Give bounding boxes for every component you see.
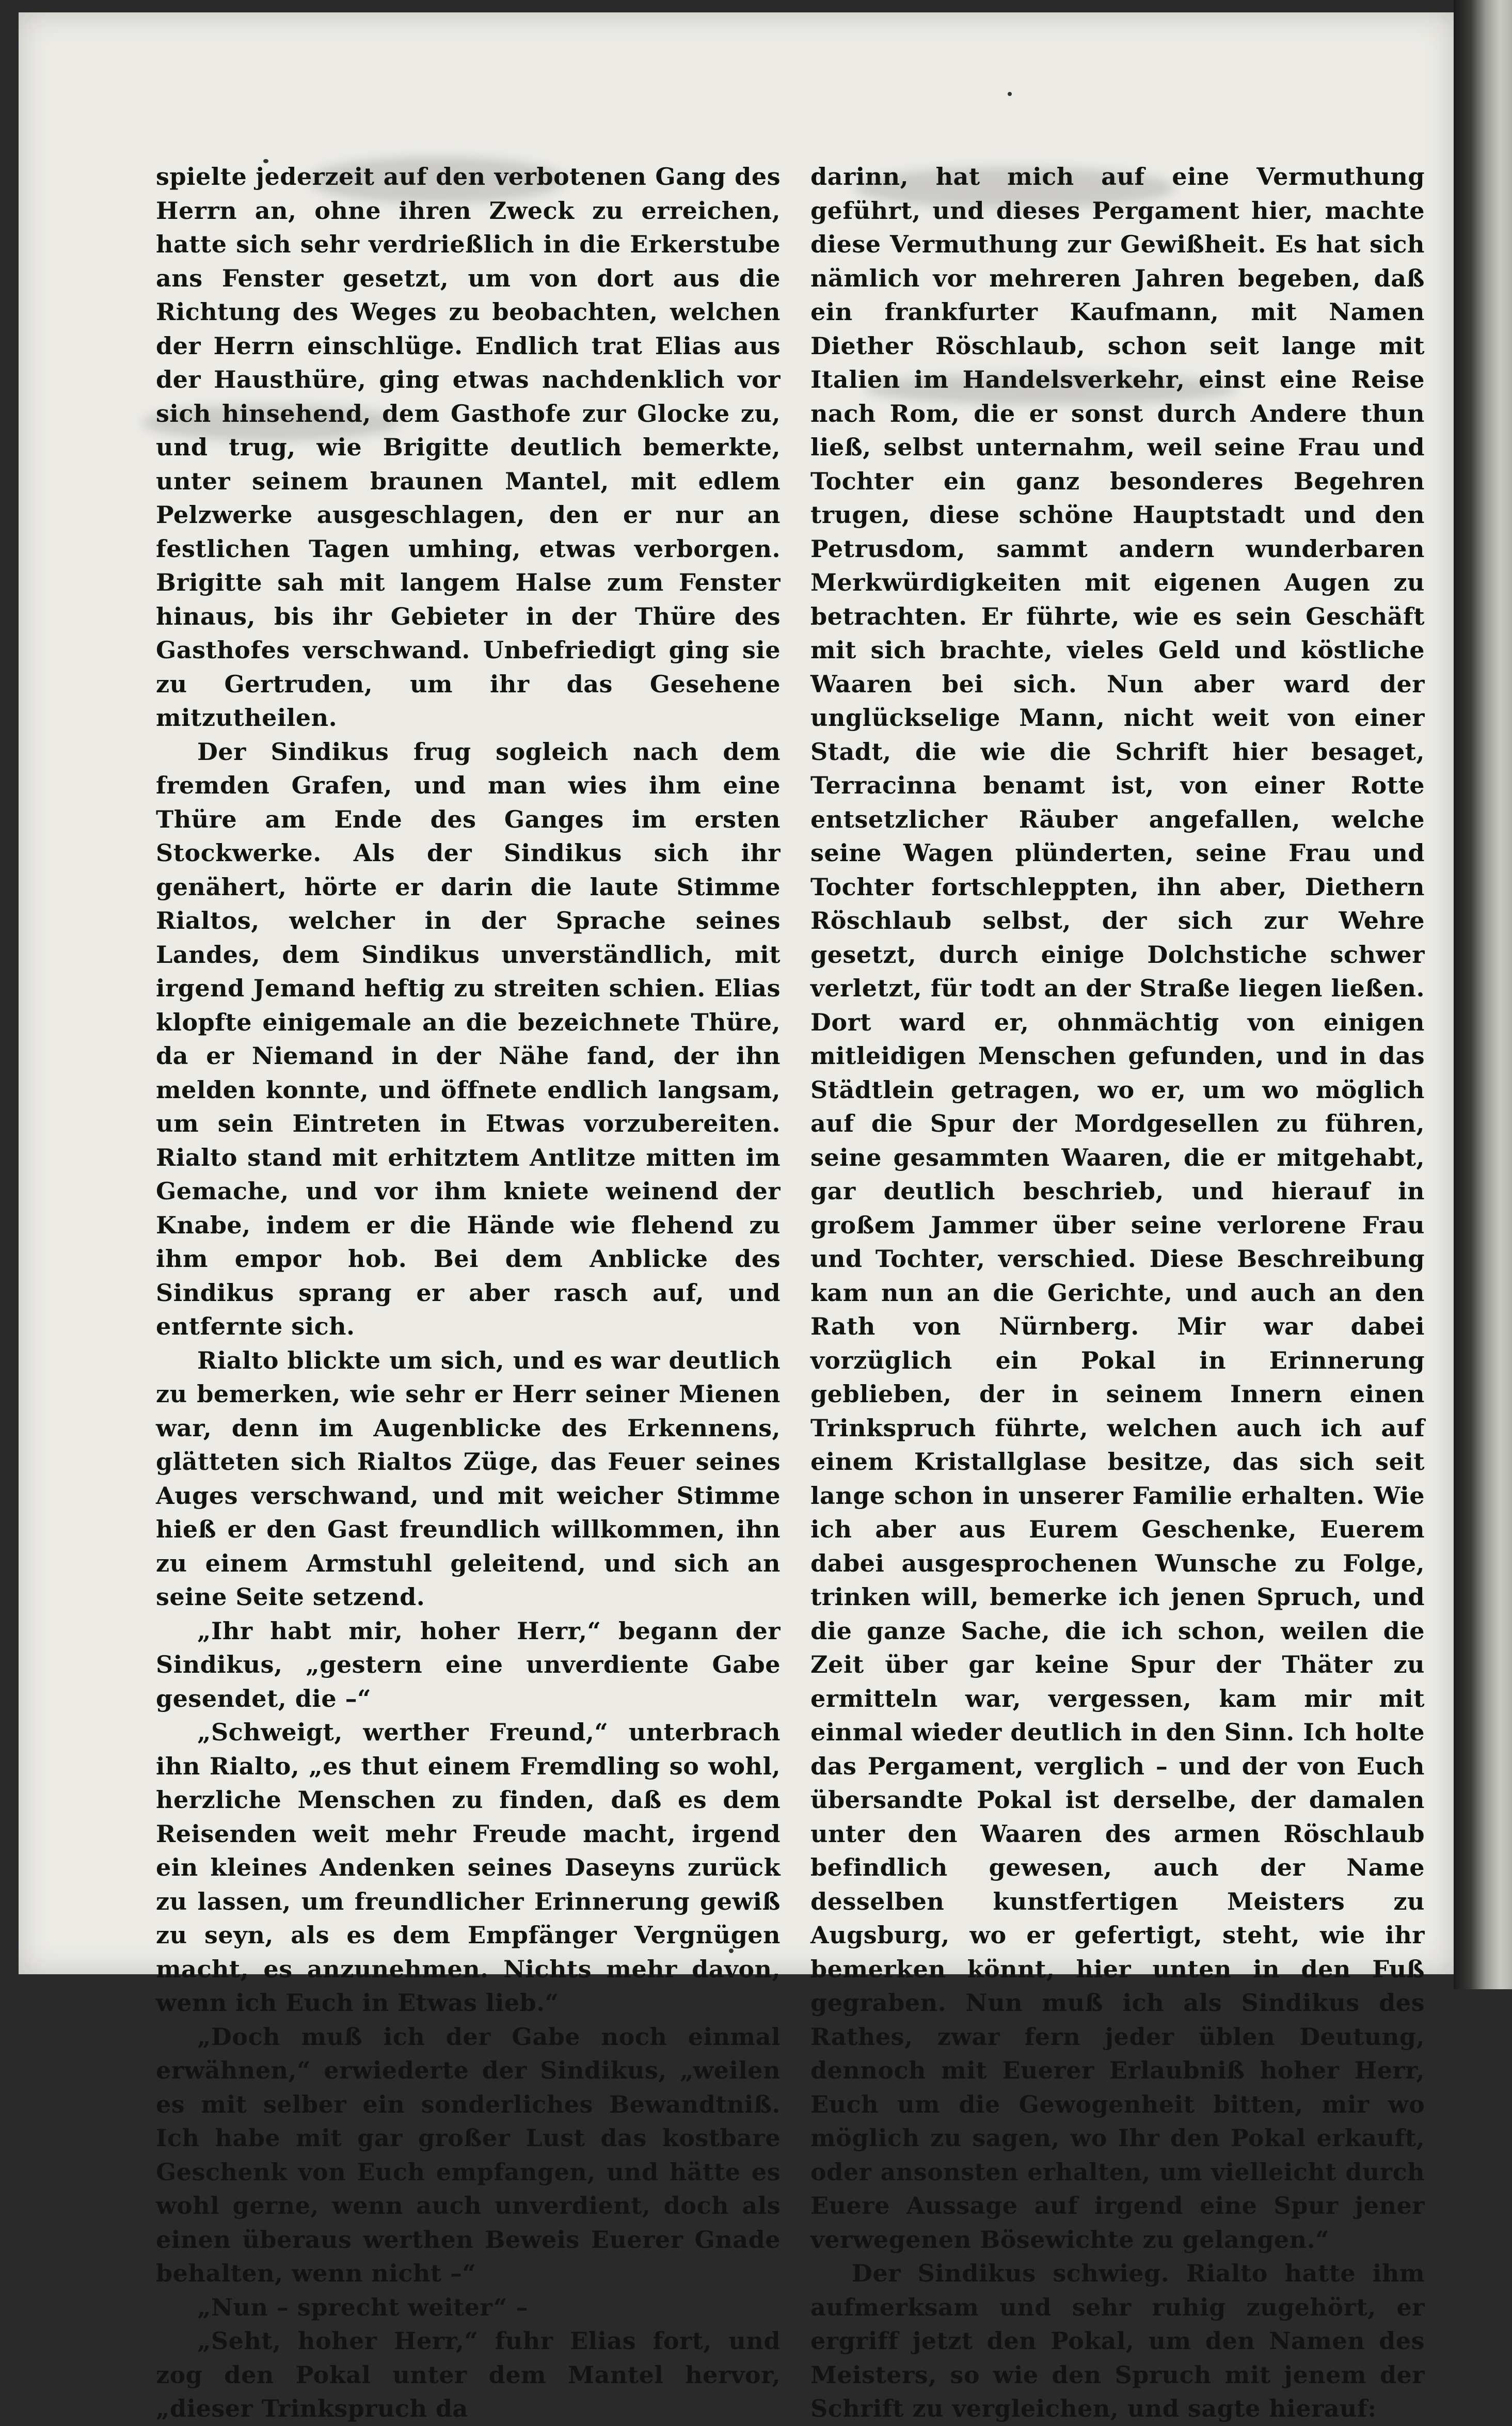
paragraph: spielte jederzeit auf den verbotenen Gang des Herrn an, ohne ihren Zweck zu erreichen, hatte sich sehr verdrießlich in die Erkerstube ans Fenster gesetzt, um von dort aus die Richtung des Weges zu beobachten, welchen der Herrn einschlüge. Endlich trat Elias aus der Hausthüre, ging etwas nachdenklich vor sich hinsehend, dem Gasthofe zur Glocke zu, und trug, wie Brigitte deutlich bemerkte, unter seinem braunen Mantel, mit edlem Pelzwerke ausgeschlagen, den er nur an festlichen Tagen umhing, etwas verborgen. Brigitte sah mit langem Halse zum Fenster hinaus, bis ihr Gebieter in der Thüre des Gasthofes verschwand. Unbefriedigt ging sie zu Gertruden, um ihr das Gesehene mitzutheilen. [156, 163, 781, 732]
paragraph: „Ihr habt mir, hoher Herr,“ begann der Sindikus, „gestern eine unverdiente Gabe gesendet, die –“ [156, 1616, 781, 1713]
paragraph: Der Sindikus frug sogleich nach dem fremden Grafen, und man wies ihm eine Thüre am Ende des Ganges im ersten Stockwerke. Als der Sindikus sich ihr genähert, hörte er darin die laute Stimme Rialtos, welcher in der Sprache seines Landes, dem Sindikus unverständlich, mit irgend Jemand heftig zu streiten schien. Elias klopfte einigemale an die bezeichnete Thüre, da er Niemand in der Nähe fand, der ihn melden konnte, und öffnete endlich langsam, um sein Eintreten in Etwas vorzubereiten. Rialto stand mit erhitztem Antlitze mitten im Gemache, und vor ihm kniete weinend der Knabe, indem er die Hände wie flehend zu ihm empor hob. Bei dem Anblicke des Sindikus sprang er aber rasch auf, und entfernte sich. [156, 737, 781, 1340]
left-text-column [156, 160, 781, 2426]
paragraph: Rialto blickte um sich, und es war deutlich zu bemerken, wie sehr er Herr seiner Mienen war, denn im Augenblicke des Erkennens, glätteten sich Rialtos Züge, das Feuer seines Auges verschwand, und mit weicher Stimme hieß er den Gast freundlich willkommen, ihn zu einem Armstuhl geleitend, und sich an seine Seite setzend. [156, 1346, 781, 1611]
paragraph: „Nun – sprecht weiter“ – [197, 2293, 528, 2321]
paragraph: „Schweigt, werther Freund,“ unterbrach ihn Rialto, „es thut einem Fremdling so wohl, herzliche Menschen zu finden, daß es dem Reisenden weit mehr Freude macht, irgend ein kleines Andenken seines Daseyns zurück zu lassen, um freundlicher Erinnerung gewiß zu seyn, als es dem Empfänger Vergnügen macht, es anzunehmen. Nichts mehr davon, wenn ich Euch in Etwas lieb.“ [156, 1718, 781, 2017]
paragraph: „Doch muß ich der Gabe noch einmal erwähnen,“ erwiederte der Sindikus, „weilen es mit selber ein sonderliches Bewandtniß. Ich habe mit gar großer Lust das kostbare Geschenk von Euch empfangen, und hätte es wohl gerne, wenn auch unverdient, doch als einen überaus werthen Beweis Euerer Gnade behalten, wenn nicht –“ [156, 2022, 781, 2287]
book-spine-edge [1454, 0, 1512, 1989]
right-text-column [810, 160, 1425, 2426]
paragraph: Der Sindikus schwieg. Rialto hatte ihm aufmerksam und sehr ruhig zugehört, er ergriff jetzt den Pokal, um den Namen des Meisters, so wie den Spruch mit jenem der Schrift zu vergleichen, und sagte hierauf: [810, 2259, 1425, 2422]
paragraph: „Seht, hoher Herr,“ fuhr Elias fort, und zog den Pokal unter dem Mantel hervor, „dieser Trinkspruch da [156, 2327, 781, 2422]
paragraph: darinn, hat mich auf eine Vermuthung geführt, und dieses Pergament hier, machte diese Vermuthung zur Gewißheit. Es hat sich nämlich vor mehreren Jahren begeben, daß ein frankfurter Kaufmann, mit Namen Diether Röschlaub, schon seit lange mit Italien im Handelsverkehr, einst eine Reise nach Rom, die er sonst durch Andere thun ließ, selbst unternahm, weil seine Frau und Tochter ein ganz besonderes Begehren trugen, diese schöne Hauptstadt und den Petrusdom, sammt andern wunderbaren Merkwürdigkeiten mit eigenen Augen zu betrachten. Er führte, wie es sein Geschäft mit sich brachte, vieles Geld und köstliche Waaren bei sich. Nun aber ward der unglückselige Mann, nicht weit von einer Stadt, die wie die Schrift hier besaget, Terracinna benamt ist, von einer Rotte entsetzlicher Räuber angefallen, welche seine Wagen plünderten, seine Frau und Tochter fortschleppten, ihn aber, Diethern Röschlaub selbst, der sich zur Wehre gesetzt, durch einige Dolchstiche schwer verletzt, für todt an der Straße liegen ließen. Dort ward er, ohnmächtig von einigen mitleidigen Menschen gefunden, und in das Städtlein getragen, wo er, um wo möglich auf die Spur der Mordgesellen zu führen, seine gesammten Waaren, die er mitgehabt, gar deutlich beschrieb, und hierauf in großem Jammer über seine verlorene Frau und Tochter, verschied. Diese Beschreibung kam nun an die Gerichte, und auch an den Rath von Nürnberg. Mir war dabei vorzüglich ein Pokal in Erinnerung geblieben, der in seinem Innern einen Trinkspruch führte, welchen auch ich auf einem Kristallglase besitze, das sich seit lange schon in unserer Familie erhalten. Wie ich aber aus Eurem Geschenke, Euerem dabei ausgesprochenen Wunsche zu Folge, trinken will, bemerke ich jenen Spruch, und die ganze Sache, die ich schon, weilen die Zeit über gar keine Spur der Thäter zu ermitteln war, vergessen, kam mir mit einmal wieder deutlich in den Sinn. Ich holte das Pergament, verglich – und der von Euch übersandte Pokal ist derselbe, der damalen unter den Waaren des armen Röschlaub befindlich gewesen, auch der Name desselben kunstfertigen Meisters zu Augsburg, wo er gefertigt, steht, wie ihr bemerken könnt, hier unten in den Fuß gegraben. Nun muß ich als Sindikus des Rathes, zwar fern jeder üblen Deutung, dennoch mit Euerer Erlaubniß hoher Herr, Euch um die Gewogenheit bitten, mir wo möglich zu sagen, wo Ihr den Pokal erkauft, oder ansonsten erhalten, um vielleicht durch Euere Aussage auf irgend eine Spur jener verwegenen Bösewichte zu gelangen.“ [810, 163, 1425, 2254]
ink-speck [1008, 92, 1012, 96]
